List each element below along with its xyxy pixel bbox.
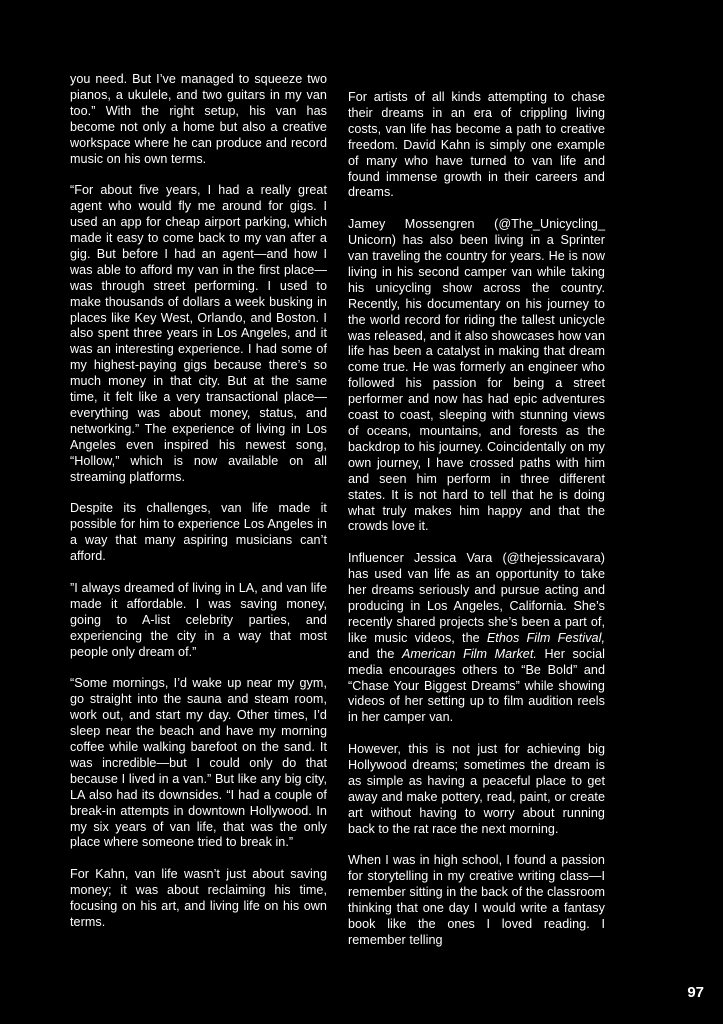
italic-title: American Film Market. — [401, 646, 537, 661]
paragraph: “Some mornings, I’d wake up near my gym, go straight into the sauna and steam room, work out, and start my day. Other times, I’d sleep near the beach and have my morning coffee while walking barefoot on the sand. It was incredible—but I could only do that because I lived in a van.” But like any big city, LA also had its downsides. “I had a couple of break-in attempts in downtown Hollywood. In my six years of van life, that was the only place where someone tried to break in.” — [70, 676, 327, 850]
paragraph: ”I always dreamed of living in LA, and van life made it affordable. I was saving money, going to A-list celebrity parties, and experiencing the city in a way that most people only dream of.” — [70, 580, 327, 659]
paragraph: However, this is not just for achieving big Hollywood dreams; sometimes the dream is as simple as having a peaceful place to get away and make pottery, read, paint, or create art without having to worry about running back to the rat race the next morning. — [348, 742, 605, 836]
paragraph: “For about five years, I had a really great agent who would fly me around for gigs. I used an app for cheap airport parking, which made it easy to come back to my van after a gig. But before I had an agent—and how I was able to afford my van in the first place—was through street performing. I used to make thousands of dollars a week busking in places like Key West, Orlando, and Boston. I also spent three years in Los Angeles, and it was an interesting experience. I had some of my highest-paying gigs because there’s so much money in that city. But at the same time, it felt like a very transactional place—everything was about money, status, and networking.” The experience of living in Los Angeles even inspired his newest song, “Hollow,” which is now available on all streaming platforms. — [70, 183, 327, 484]
paragraph: For Kahn, van life wasn’t just about saving money; it was about reclaiming his time, focusing on his art, and living life on his own terms. — [70, 867, 327, 929]
paragraph-text: Influencer Jessica Vara (@thejessicavara) has used van life as an opportunity to take her dreams seriously and pursue acting and producing in Los Angeles, California. She’s recently shared projects she’s been a part of, like music videos, the — [348, 551, 605, 645]
left-text-column — [70, 72, 327, 931]
paragraph: Despite its challenges, van life made it possible for him to experience Los Angeles in a way that many aspiring musicians can’t afford. — [70, 501, 327, 564]
page-number: 97 — [687, 984, 704, 1001]
paragraph-text: Her social media encourages others to “Be Bold” and “Chase Your Biggest Dreams” while showing videos of her setting up to film audition reels in her camper van. — [348, 646, 605, 725]
paragraph: For artists of all kinds attempting to chase their dreams in an era of crippling living costs, van life has become a path to creative freedom. David Kahn is simply one example of many who have turned to van life and found immense growth in their careers and dreams. — [348, 90, 605, 200]
right-text-column — [348, 90, 605, 949]
italic-title: Ethos Film Festival, — [486, 630, 605, 645]
paragraph-text: and the — [348, 646, 402, 661]
paragraph — [348, 551, 605, 726]
paragraph: you need. But I’ve managed to squeeze two pianos, a ukulele, and two guitars in my van too.” With the right setup, his van has become not only a home but also a creative workspace where he can produce and record music on his own terms. — [70, 72, 327, 166]
paragraph: Jamey Mossengren (@The_Unicycling_ Unicorn) has also been living in a Sprinter van traveling the country for years. He is now living in his second camper van while taking his unicycling show across the country. Recently, his documentary on his journey to the world record for riding the tallest unicycle was released, and it also showcases how van life has been a catalyst in making that dream come true. He was formerly an engineer who followed his passion for being a street performer and now has had epic adventures coast to coast, sleeping with stunning views of oceans, mountains, and forests as the backdrop to his journey. Coincidentally on my own journey, I have crossed paths with him and seen him perform in three different states. It is not hard to tell that he is doing what truly makes him happy and that the crowds love it. — [348, 217, 605, 534]
paragraph: When I was in high school, I found a passion for storytelling in my creative writing class—I remember sitting in the back of the classroom thinking that one day I would write a fantasy book like the ones I loved reading. I remember telling — [348, 853, 605, 947]
